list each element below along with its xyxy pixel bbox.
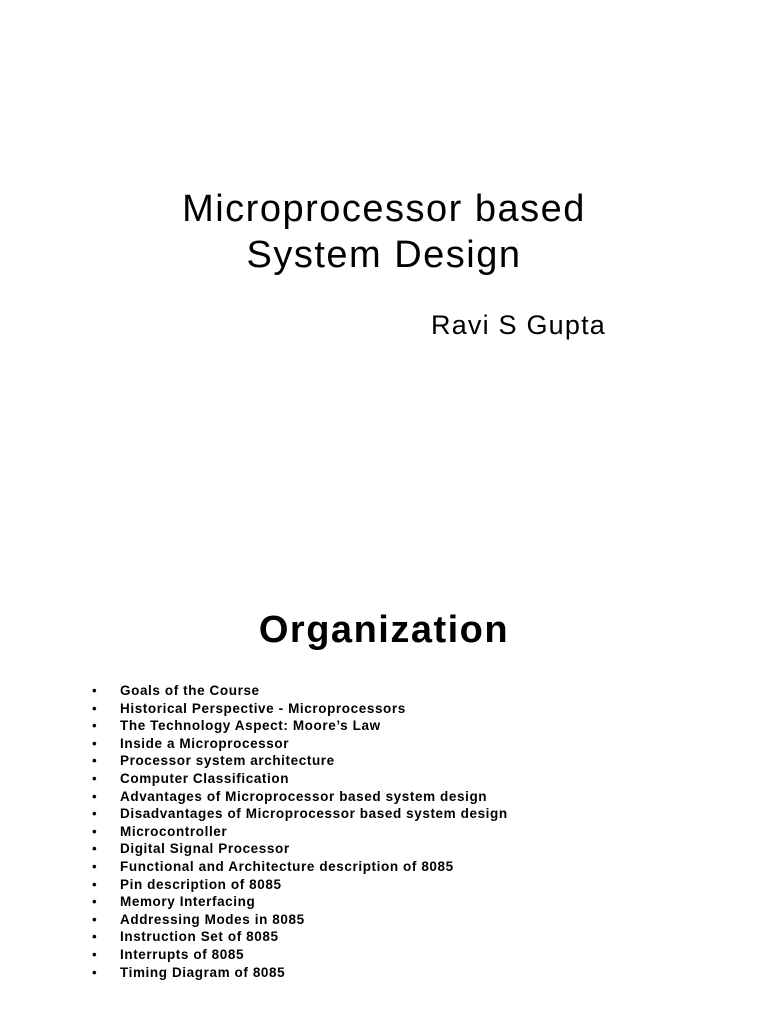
bullet: • <box>92 753 98 769</box>
list-item <box>92 682 508 700</box>
list-item-label: Microcontroller <box>120 823 228 839</box>
list-item-label: Addressing Modes in 8085 <box>120 911 305 927</box>
list-item-label: The Technology Aspect: Moore’s Law <box>120 718 381 734</box>
list-item <box>92 700 508 718</box>
list-item <box>92 770 508 788</box>
list-item-label: Timing Diagram of 8085 <box>120 964 286 980</box>
bullet: • <box>92 858 98 874</box>
list-item-label: Functional and Architecture description of 8085 <box>120 858 454 874</box>
bullet: • <box>92 683 98 698</box>
bullet: • <box>92 841 98 857</box>
list-item <box>92 823 508 841</box>
list-item <box>92 752 508 770</box>
bullet: • <box>92 718 98 734</box>
author-name: Ravi S Gupta <box>431 310 606 340</box>
list-item-label: Advantages of Microprocessor based system design <box>120 788 488 804</box>
bullet: • <box>92 806 98 822</box>
list-item <box>92 911 508 929</box>
list-item <box>92 805 508 823</box>
list-item <box>92 946 508 964</box>
list-item-label: Interrupts of 8085 <box>120 946 245 962</box>
bullet: • <box>92 770 98 786</box>
list-item-label: Disadvantages of Microprocessor based system design <box>120 806 508 822</box>
list-item <box>92 788 508 806</box>
list-item-label: Computer Classification <box>120 770 290 786</box>
list-item <box>92 876 508 894</box>
list-item-label: Goals of the Course <box>120 683 260 698</box>
bullet: • <box>92 946 98 962</box>
bullet: • <box>92 735 98 751</box>
list-item-label: Digital Signal Processor <box>120 841 290 857</box>
list-item-label: Historical Perspective - Microprocessors <box>120 700 406 716</box>
bullet: • <box>92 911 98 927</box>
list-item-label: Processor system architecture <box>120 753 335 769</box>
bullet: • <box>92 823 98 839</box>
list-item-label: Memory Interfacing <box>120 894 256 910</box>
list-item-label: Pin description of 8085 <box>120 876 282 892</box>
list-item <box>92 928 508 946</box>
list-item <box>92 893 508 911</box>
bullet: • <box>92 788 98 804</box>
document-title-line-2: System Design <box>246 234 522 276</box>
list-item <box>92 717 508 735</box>
list-item <box>92 964 508 982</box>
list-item-label: Instruction Set of 8085 <box>120 929 279 945</box>
bullet: • <box>92 929 98 945</box>
bullet: • <box>92 876 98 892</box>
list-item <box>92 840 508 858</box>
bullet: • <box>92 894 98 910</box>
organization-list <box>92 682 508 981</box>
organization-heading: Organization <box>258 609 510 651</box>
bullet: • <box>92 700 98 716</box>
bullet: • <box>92 964 98 980</box>
list-item <box>92 858 508 876</box>
list-item-label: Inside a Microprocessor <box>120 735 290 751</box>
document-title-line-1: Microprocessor based <box>182 188 586 230</box>
list-item <box>92 735 508 753</box>
document-title <box>0 186 768 278</box>
